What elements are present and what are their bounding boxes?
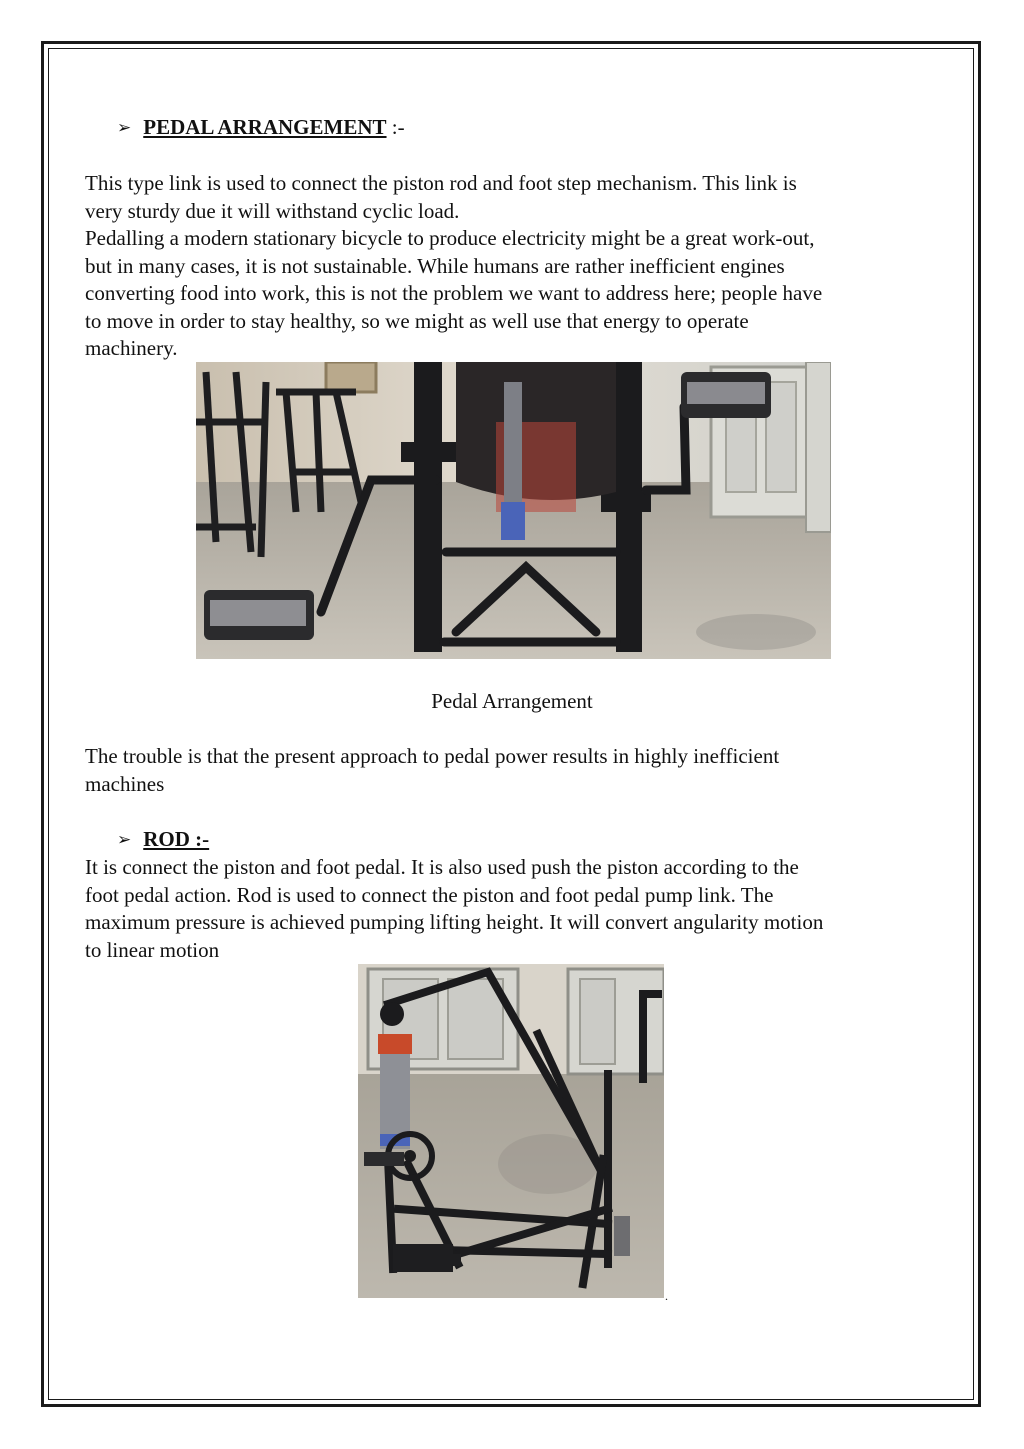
paragraph-line: machinery. [85, 336, 178, 360]
heading-title: PEDAL ARRANGEMENT [143, 115, 387, 139]
paragraph-line: Pedalling a modern stationary bicycle to produce electricity might be a great work-out, [85, 226, 815, 250]
arrow-bullet-icon: ➢ [117, 830, 132, 850]
paragraph-line: to move in order to stay healthy, so we might as well use that energy to operate [85, 308, 749, 333]
paragraph-line: but in many cases, it is not sustainable. While humans are rather inefficient engines [85, 253, 785, 278]
heading-suffix: :- [386, 115, 405, 139]
paragraph-line: This type link is used to connect the piston rod and foot step mechanism. This link is [85, 171, 797, 195]
heading-title: ROD :- [143, 827, 210, 851]
paragraph-line: It is connect the piston and foot pedal. It is also used push the piston according to the [85, 855, 799, 879]
paragraph-line: to linear motion [85, 937, 220, 962]
figure-caption: Pedal Arrangement [431, 689, 593, 713]
rod-mechanism-photo [358, 964, 664, 1298]
paragraph-line: very sturdy due it will withstand cyclic load. [85, 198, 460, 223]
paragraph-line: converting food into work, this is not the problem we want to address here; people have [85, 281, 823, 305]
section-heading-pedal-arrangement [117, 114, 405, 142]
paragraph-line: maximum pressure is achieved pumping lifting height. It will convert angularity motion [85, 910, 824, 934]
arrow-bullet-icon: ➢ [117, 118, 132, 138]
paragraph-line: foot pedal action. Rod is used to connect the piston and foot pedal pump link. The [85, 882, 774, 907]
trailing-mark: . [665, 1289, 668, 1303]
paragraph-line: The trouble is that the present approach to pedal power results in highly inefficient [85, 744, 780, 768]
pedal-arrangement-photo [196, 362, 831, 659]
paragraph-line: machines [85, 771, 165, 796]
section-heading-rod [117, 826, 209, 854]
